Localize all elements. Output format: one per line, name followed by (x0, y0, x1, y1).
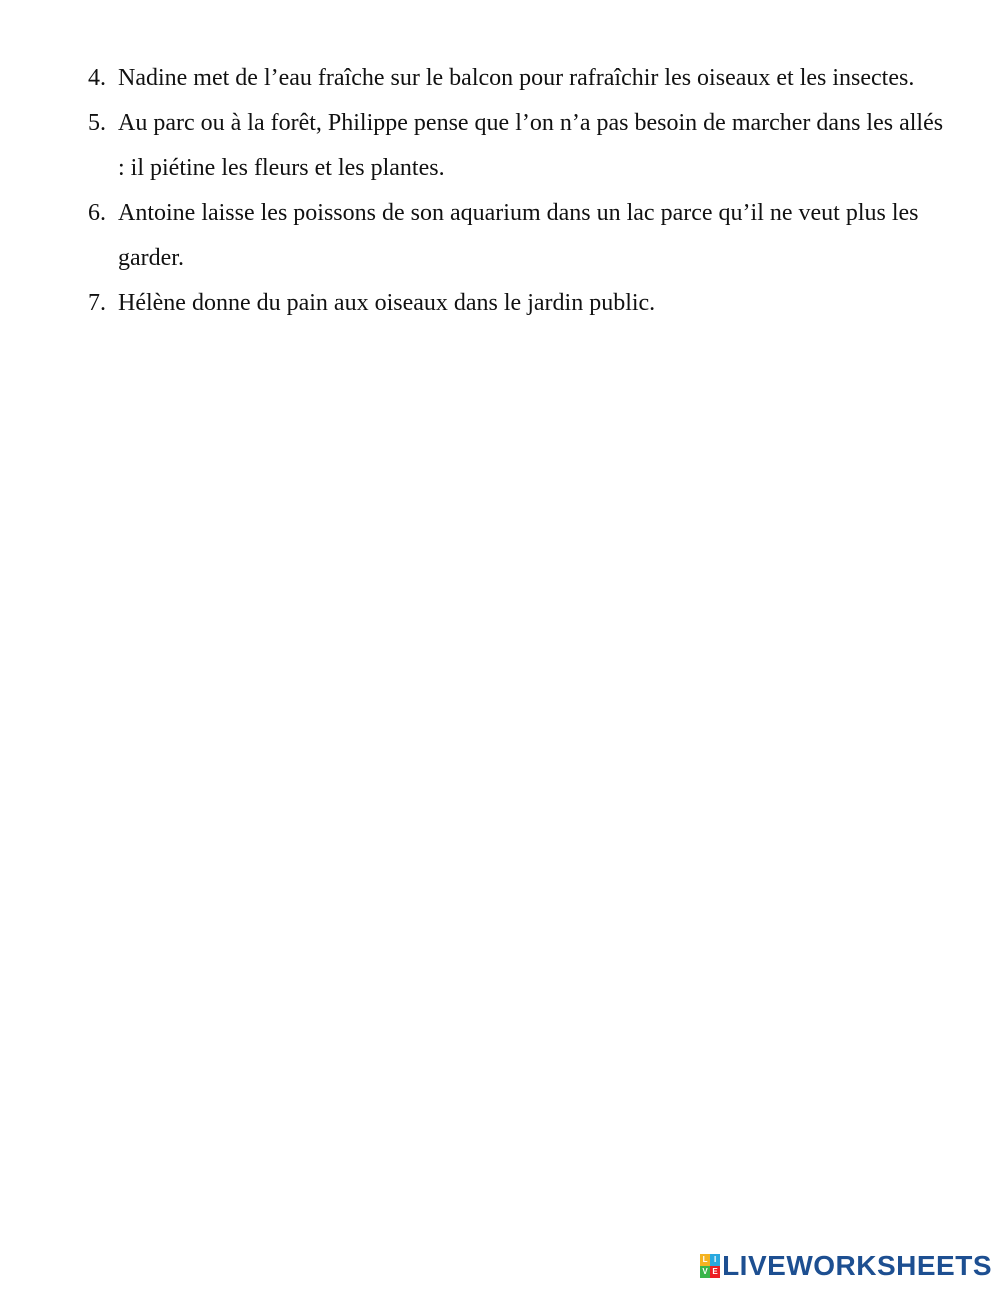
item-text: Nadine met de l’eau fraîche sur le balcon pour rafraîchir les oiseaux et les insectes. (118, 65, 915, 91)
item-text: Au parc ou à la forêt, Philippe pense que l’on n’a pas besoin de marcher dans les allés : il piétine les fleurs et les plantes. (118, 110, 944, 181)
list-item (88, 281, 948, 326)
list-item (88, 56, 948, 101)
item-text: Antoine laisse les poissons de son aquarium dans un lac parce qu’il ne veut plus les garder. (118, 200, 919, 271)
item-text: Hélène donne du pain aux oiseaux dans le jardin public. (118, 290, 656, 316)
statement-list (88, 56, 948, 326)
logo-mark-icon (700, 1254, 720, 1278)
logo-letter: L (700, 1254, 710, 1266)
item-number: 4. (88, 65, 106, 91)
logo-wordmark: LIVEWORKSHEETS (722, 1250, 992, 1281)
logo-letter: I (710, 1254, 720, 1266)
item-number: 6. (88, 200, 106, 226)
list-item (88, 191, 948, 281)
list-item (88, 101, 948, 191)
logo-letter: V (700, 1266, 710, 1278)
logo-letter: E (710, 1266, 720, 1278)
item-number: 5. (88, 110, 106, 136)
item-number: 7. (88, 290, 106, 316)
liveworksheets-logo (700, 1251, 992, 1281)
